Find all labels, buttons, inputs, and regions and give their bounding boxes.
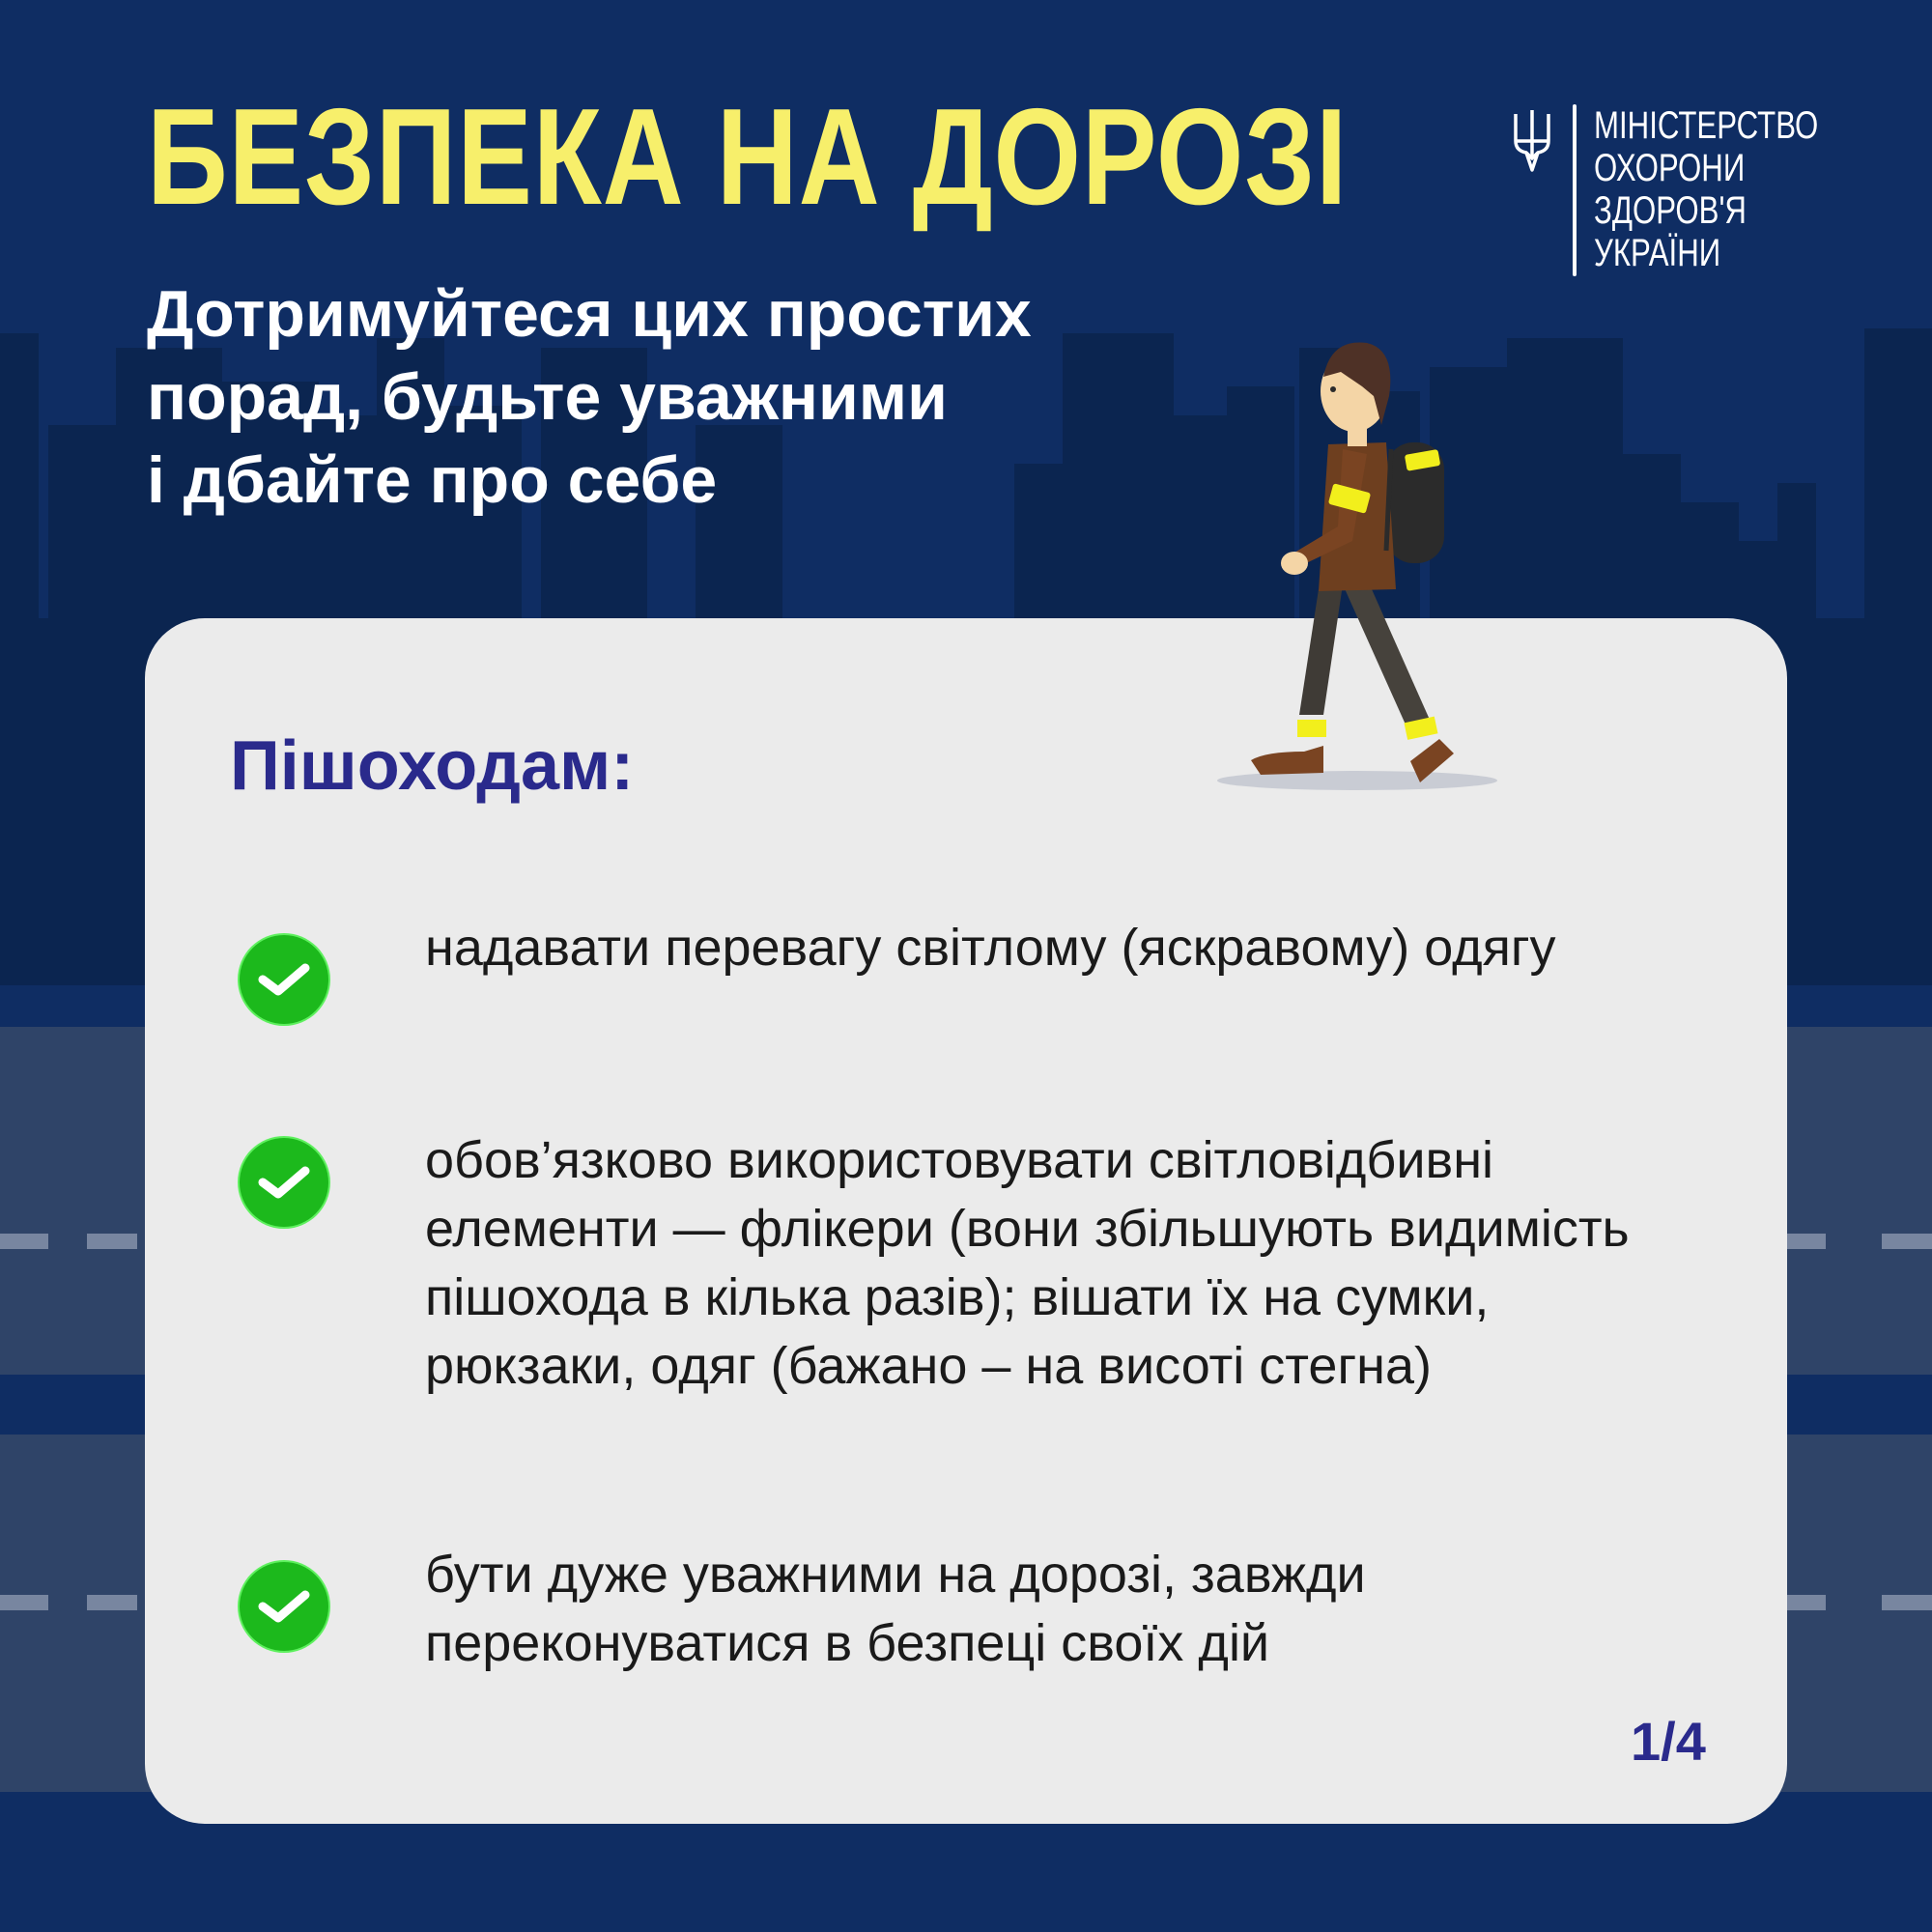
logo-line: ЗДОРОВ'Я — [1594, 189, 1747, 232]
logo-text — [1594, 104, 1818, 274]
lane-dash — [0, 1595, 48, 1610]
lane-dash — [1882, 1595, 1932, 1610]
card-heading: Пішоходам: — [230, 727, 635, 805]
subtitle-line: і дбайте про себе — [147, 443, 718, 517]
subtitle-line: порад, будьте уважними — [147, 360, 948, 434]
lane-dash — [1787, 1234, 1826, 1249]
lane-dash — [87, 1595, 137, 1610]
logo-line: МІНІСТЕРСТВО — [1594, 104, 1819, 147]
subtitle-line: Дотримуйтеся цих простих — [147, 277, 1032, 351]
pedestrian-icon — [1208, 328, 1526, 811]
page-indicator: 1/4 — [1631, 1711, 1706, 1772]
lane-dash — [1882, 1234, 1932, 1249]
lane-dash — [87, 1234, 137, 1249]
ministry-logo — [1513, 104, 1882, 276]
check-circle-icon — [240, 1562, 328, 1651]
subtitle — [147, 272, 1032, 522]
logo-line: УКРАЇНИ — [1594, 232, 1721, 274]
check-circle-icon — [240, 935, 328, 1024]
tip-text: бути дуже уважними на дорозі, завжди переконуватися в безпеці своїх дій — [425, 1546, 1366, 1672]
tip-item — [240, 1546, 1710, 1678]
check-circle-icon — [240, 1138, 328, 1227]
trident-icon — [1513, 108, 1551, 174]
tip-item — [240, 1131, 1710, 1401]
page-title: БЕЗПЕКА НА ДОРОЗІ — [147, 80, 1349, 234]
logo-divider — [1573, 104, 1577, 276]
tip-text: надавати перевагу світлому (яскравому) одягу — [425, 919, 1556, 977]
lane-dash — [0, 1234, 48, 1249]
tip-item — [240, 919, 1710, 1024]
tip-text: обов’язково використовувати світловідбивні елементи — флікери (вони збільшують видимість пішохода в кілька разів); вішати їх на сумки, рюкзаки, одяг (бажано – на висоті стегна) — [425, 1131, 1630, 1395]
lane-dash — [1787, 1595, 1826, 1610]
logo-line: ОХОРОНИ — [1594, 147, 1746, 189]
